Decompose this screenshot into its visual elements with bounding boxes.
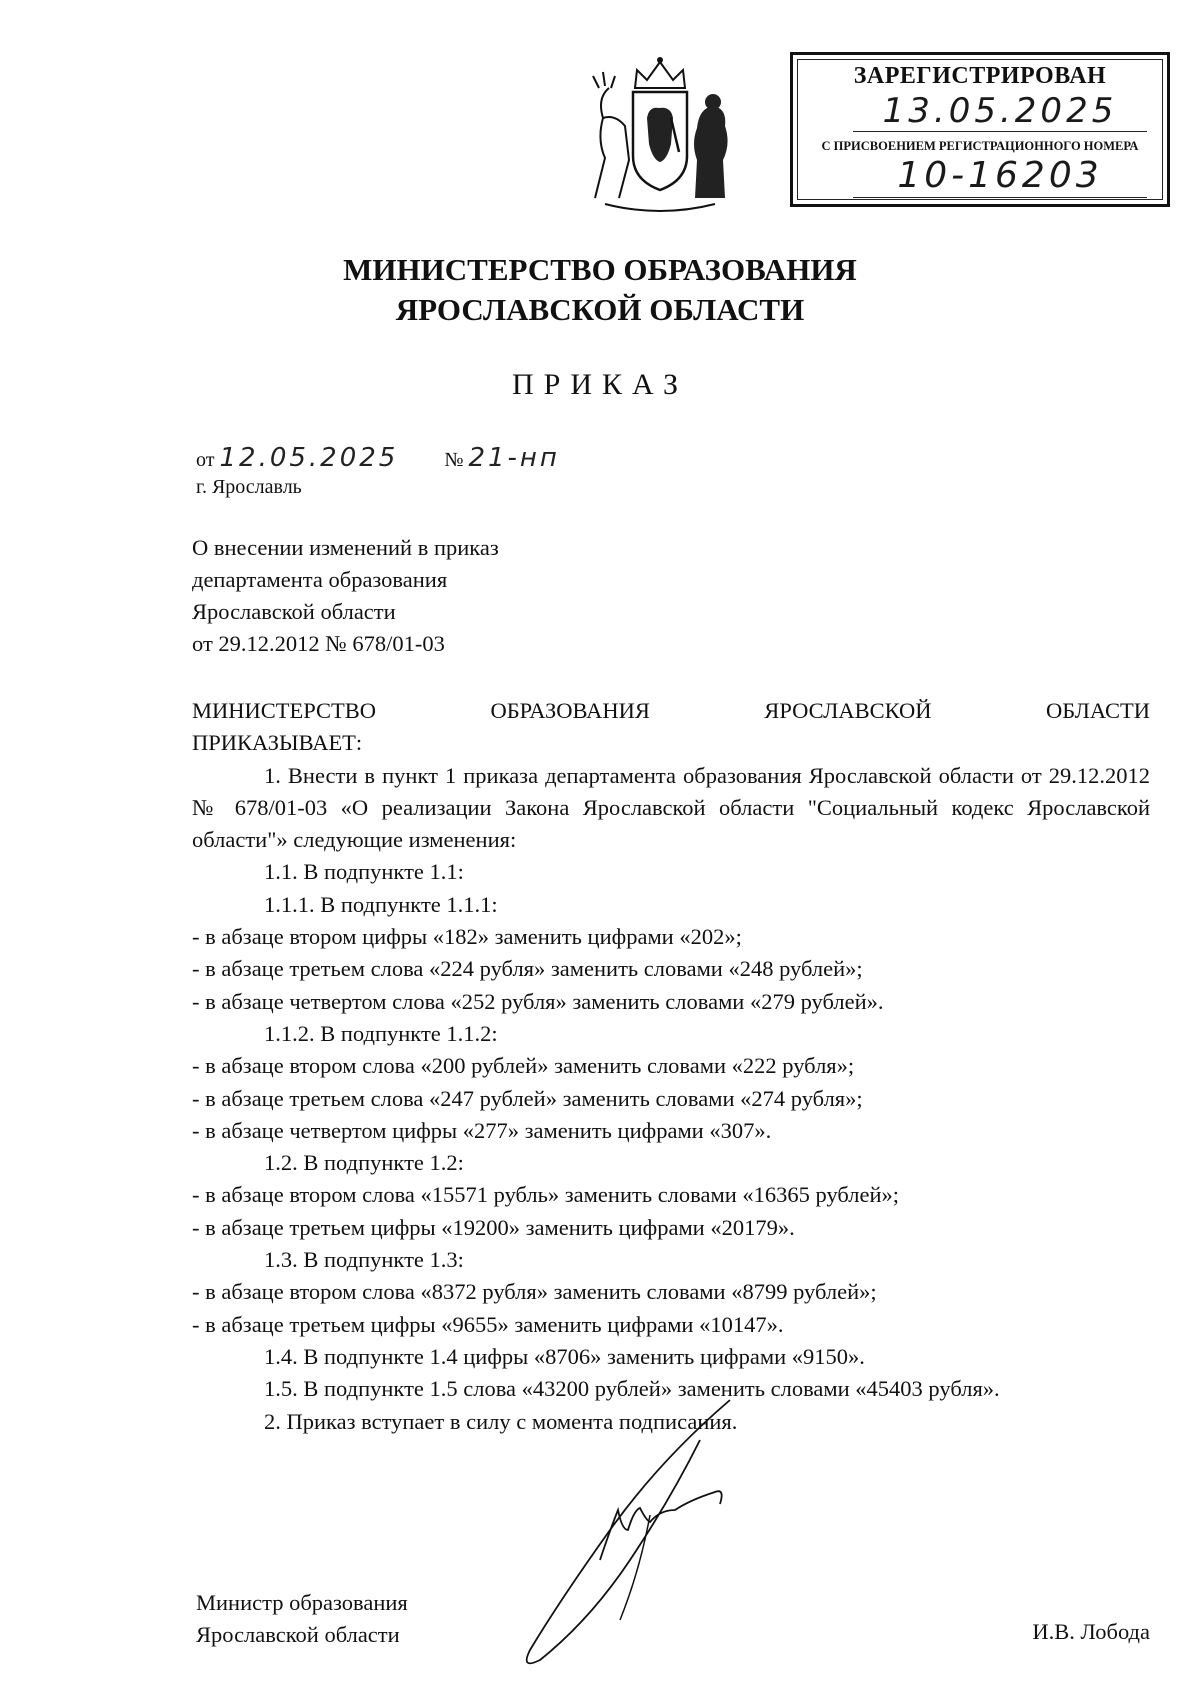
ministry-heading — [0, 250, 1200, 330]
subject-line: департамента образования — [192, 567, 448, 592]
paragraph-1-1-2: 1.1.2. В подпункте 1.1.2: — [264, 1020, 498, 1046]
signatory-position-line1: Министр образования — [196, 1590, 408, 1615]
list-item: - в абзаце третьем слова «247 рублей» заменить словами «274 рубля»; — [192, 1085, 863, 1111]
paragraph-1-1: 1.1. В подпункте 1.1: — [264, 859, 464, 885]
order-date: 12.05.2025 — [219, 443, 399, 473]
paragraph-1-2: 1.2. В подпункте 1.2: — [264, 1150, 464, 1176]
registration-stamp — [790, 52, 1170, 207]
order-subject — [192, 532, 499, 660]
paragraph-1: 1. Внести в пункт 1 приказа департамента образования Ярославской области от 29.12.2012 № 678/01-03 «О реализации Закона Ярославской области "Социальный кодекс Ярославской области"» следующие изменения: — [192, 762, 1150, 853]
stamp-subtitle: С ПРИСВОЕНИЕМ РЕГИСТРАЦИОННОГО НОМЕРА — [821, 139, 1139, 153]
list-item: - в абзаце втором слова «200 рублей» заменить словами «222 рубля»; — [192, 1053, 855, 1079]
signatory-position — [196, 1587, 408, 1651]
stamp-date: 13.05.2025 — [853, 91, 1147, 132]
stamp-registration-number: 10-16203 — [853, 155, 1147, 198]
list-item: - в абзаце третьем цифры «19200» заменить цифрами «20179». — [192, 1214, 795, 1240]
subject-line: Ярославской области — [192, 599, 396, 624]
date-from-label: от — [196, 449, 215, 471]
order-body — [192, 695, 1150, 1438]
paragraph-1-1-1: 1.1.1. В подпункте 1.1.1: — [264, 891, 498, 917]
ministry-heading-line2: ЯРОСЛАВСКОЙ ОБЛАСТИ — [395, 292, 805, 327]
list-item: - в абзаце втором слова «15571 рубль» заменить словами «16365 рублей»; — [192, 1182, 900, 1208]
list-item: - в абзаце четвертом слова «252 рубля» заменить словами «279 рублей». — [192, 988, 884, 1014]
stamp-title: ЗАРЕГИСТРИРОВАН — [853, 63, 1107, 89]
order-number: 21-нп — [468, 443, 560, 473]
paragraph-2: 2. Приказ вступает в силу с момента подписания. — [264, 1408, 738, 1434]
list-item: - в абзаце втором слова «8372 рубля» заменить словами «8799 рублей»; — [192, 1279, 877, 1305]
signatory-position-line2: Ярославской области — [196, 1622, 400, 1647]
order-number-label: № — [444, 449, 464, 471]
list-item: - в абзаце третьем слова «224 рубля» заменить словами «248 рублей»; — [192, 956, 863, 982]
order-date-line — [196, 443, 560, 473]
coat-of-arms-emblem — [575, 48, 745, 218]
subject-line: от 29.12.2012 № 678/01-03 — [192, 631, 445, 656]
document-type-title: ПРИКАЗ — [512, 368, 688, 401]
preamble-line: ПРИКАЗЫВАЕТ: — [192, 730, 363, 756]
city-line: г. Ярославль — [196, 476, 302, 498]
preamble-line: МИНИСТЕРСТВО ОБРАЗОВАНИЯ ЯРОСЛАВСКОЙ ОБЛАСТИ — [192, 698, 1150, 723]
signatory-name: И.В. Лобода — [1032, 1619, 1150, 1644]
list-item: - в абзаце четвертом цифры «277» заменить цифрами «307». — [192, 1117, 772, 1143]
paragraph-1-4: 1.4. В подпункте 1.4 цифры «8706» заменить цифрами «9150». — [264, 1343, 865, 1369]
list-item: - в абзаце втором цифры «182» заменить цифрами «202»; — [192, 924, 742, 950]
ministry-heading-line1: МИНИСТЕРСТВО ОБРАЗОВАНИЯ — [343, 252, 857, 287]
list-item: - в абзаце третьем цифры «9655» заменить цифрами «10147». — [192, 1311, 784, 1337]
paragraph-1-5: 1.5. В подпункте 1.5 слова «43200 рублей» заменить словами «45403 рубля». — [264, 1376, 1000, 1402]
paragraph-1-3: 1.3. В подпункте 1.3: — [264, 1247, 464, 1273]
handwritten-signature — [500, 1380, 820, 1680]
subject-line: О внесении изменений в приказ — [192, 535, 499, 560]
